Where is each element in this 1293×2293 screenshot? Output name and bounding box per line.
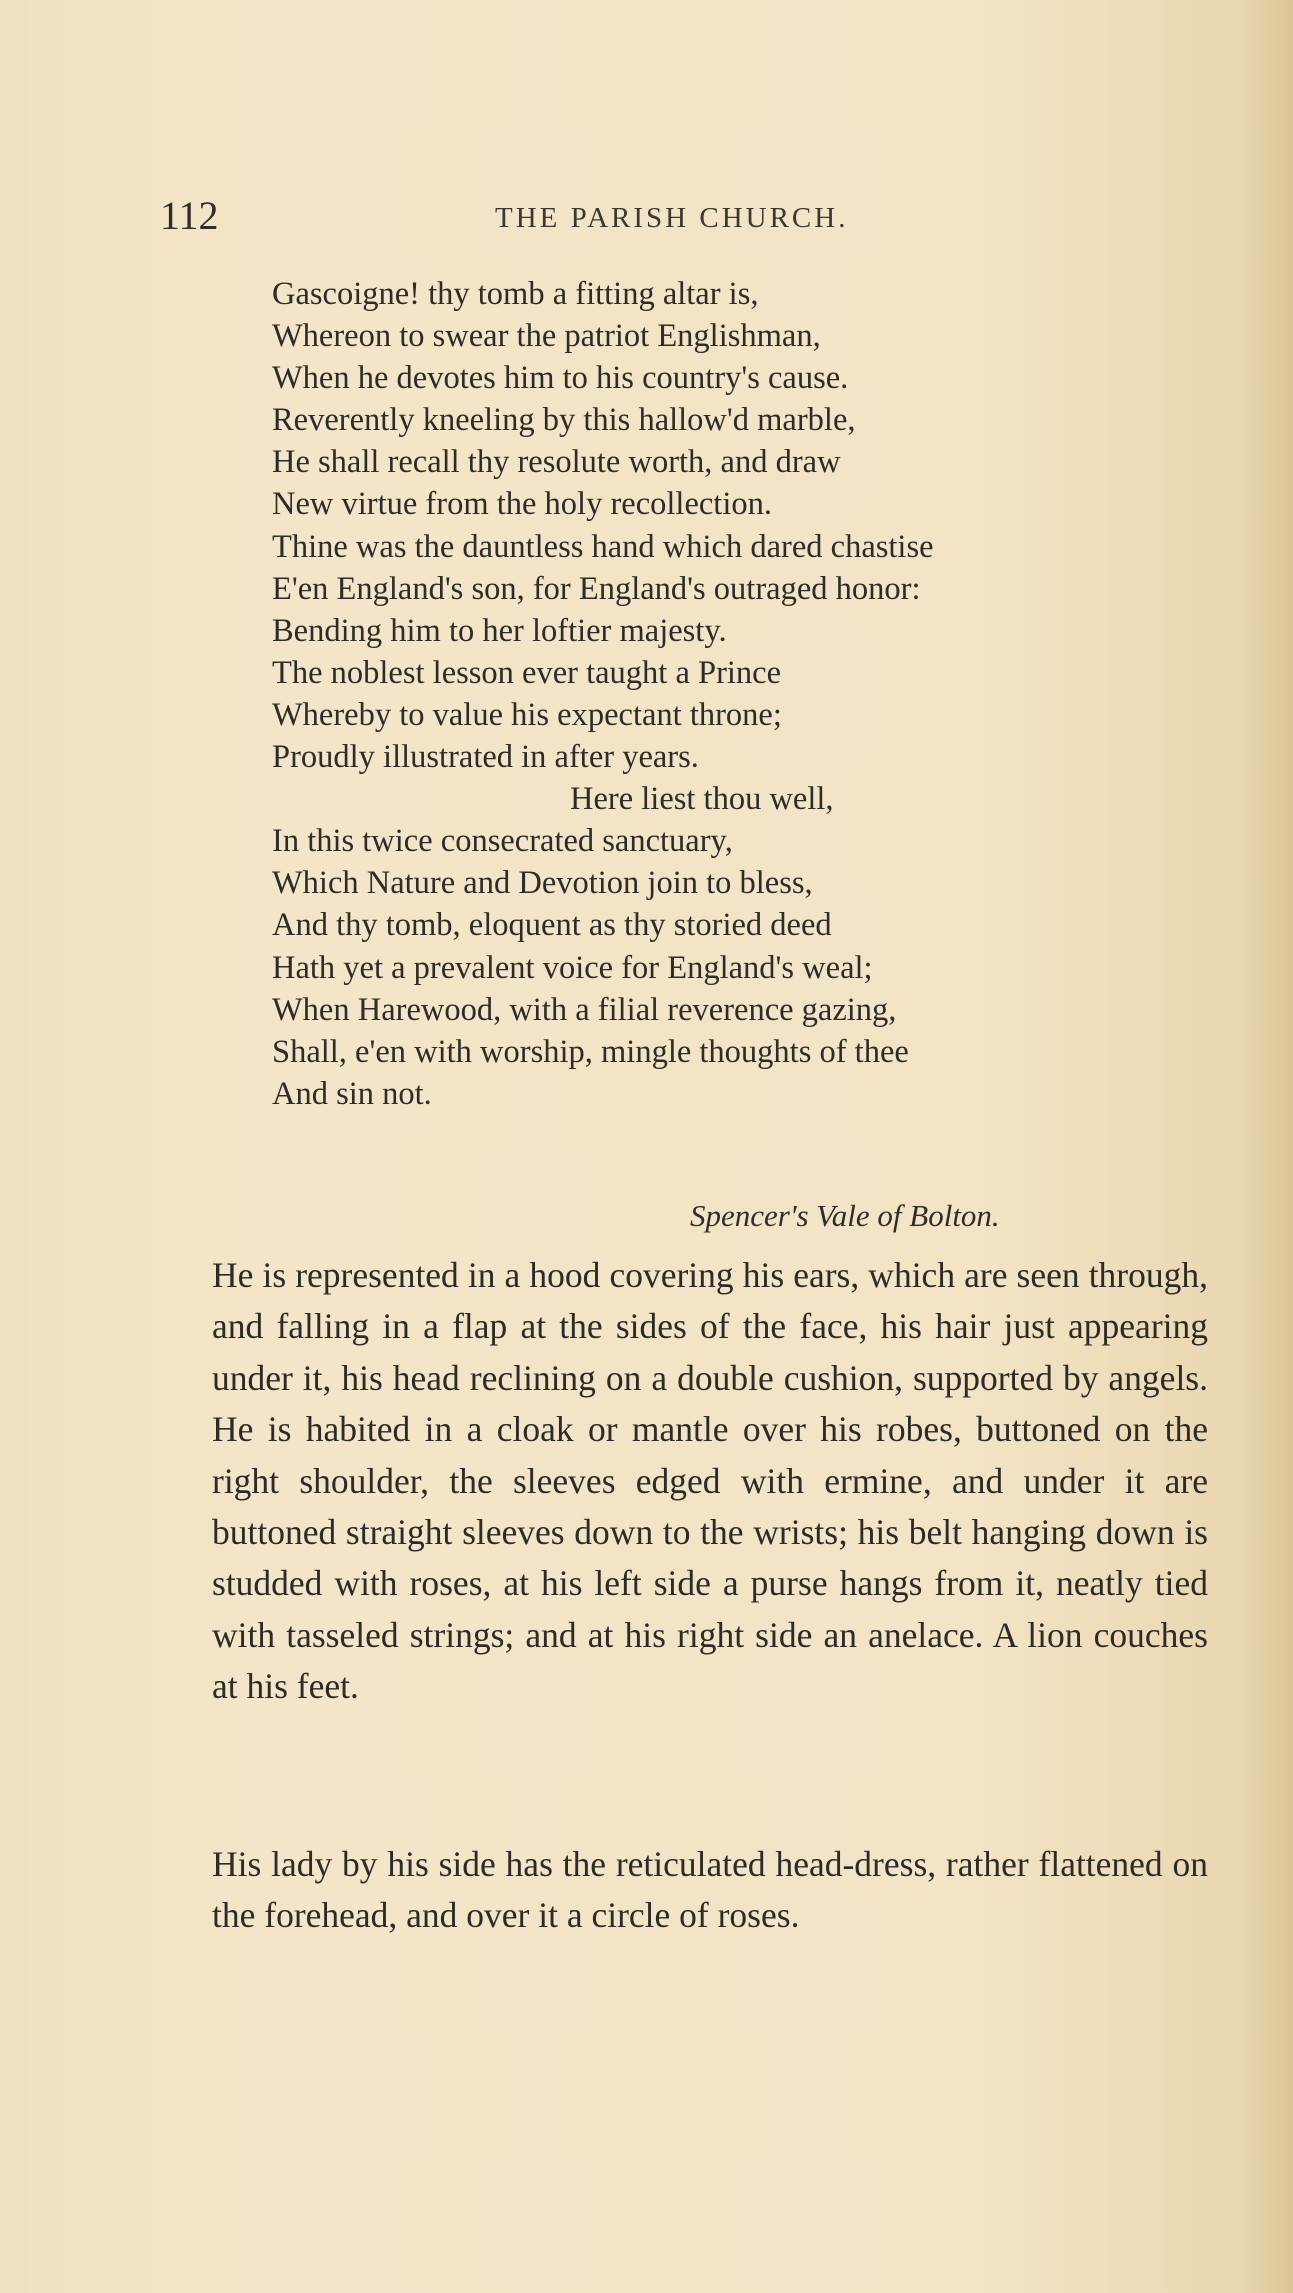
poem-attribution: Spencer's Vale of Bolton. [690,1198,1000,1233]
poem-line: He shall recall thy resolute worth, and draw [272,444,841,481]
running-head: THE PARISH CHURCH. [495,202,849,234]
poem-line: Bending him to her loftier majesty. [272,612,727,649]
poem-line: When Harewood, with a filial reverence gazing, [272,991,897,1028]
poem-line: Proudly illustrated in after years. [272,739,699,776]
prose-paragraph-2 [212,1839,1208,1942]
poem-line: New virtue from the holy recollection. [272,486,772,523]
paragraph-text: He is represented in a hood covering his ears, which are seen through, and falling in a flap at the sides of the face, his hair just appearing under it, his head reclining on a double cushion, supported by angels. He is habited in a cloak or mantle over his robes, buttoned on the right shoulder, the sleeves edged with ermine, and under it are buttoned straight sleeves down to the wrists; his belt hanging down is studded with roses, at his left side a purse hangs from it, neatly tied with tasseled strings; and at his right side an anelace. A lion couches at his feet. [212,1255,1208,1707]
poem-line: And thy tomb, eloquent as thy storied deed [272,907,832,944]
poem-line: In this twice consecrated sanctuary, [272,823,733,860]
page-number: 112 [160,193,219,238]
poem-line: Hath yet a prevalent voice for England's weal; [272,949,873,986]
paragraph-text: His lady by his side has the reticulated head-dress, rather flattened on the forehead, and over it a circle of roses. [212,1844,1208,1936]
page-header [160,192,1160,242]
poem-line: Shall, e'en with worship, mingle thoughts of thee [272,1033,909,1070]
poem-line: Whereon to swear the patriot Englishman, [272,318,821,355]
poem-line: The noblest lesson ever taught a Prince [272,654,782,691]
poem-line: Whereby to value his expectant throne; [272,696,782,733]
poem-line-indented: Here liest thou well, [570,781,834,818]
poem-block [272,273,1212,1115]
poem-line: Gascoigne! thy tomb a fitting altar is, [272,276,759,312]
poem-line: And sin not. [272,1075,432,1112]
poem-line: Thine was the dauntless hand which dared chastise [272,528,934,565]
poem-line: E'en England's son, for England's outraged honor: [272,570,921,607]
poem-line: Reverently kneeling by this hallow'd marble, [272,402,856,439]
poem-line: Which Nature and Devotion join to bless, [272,865,813,902]
prose-paragraph-1 [212,1250,1208,1713]
poem-line: When he devotes him to his country's cause. [272,360,849,397]
